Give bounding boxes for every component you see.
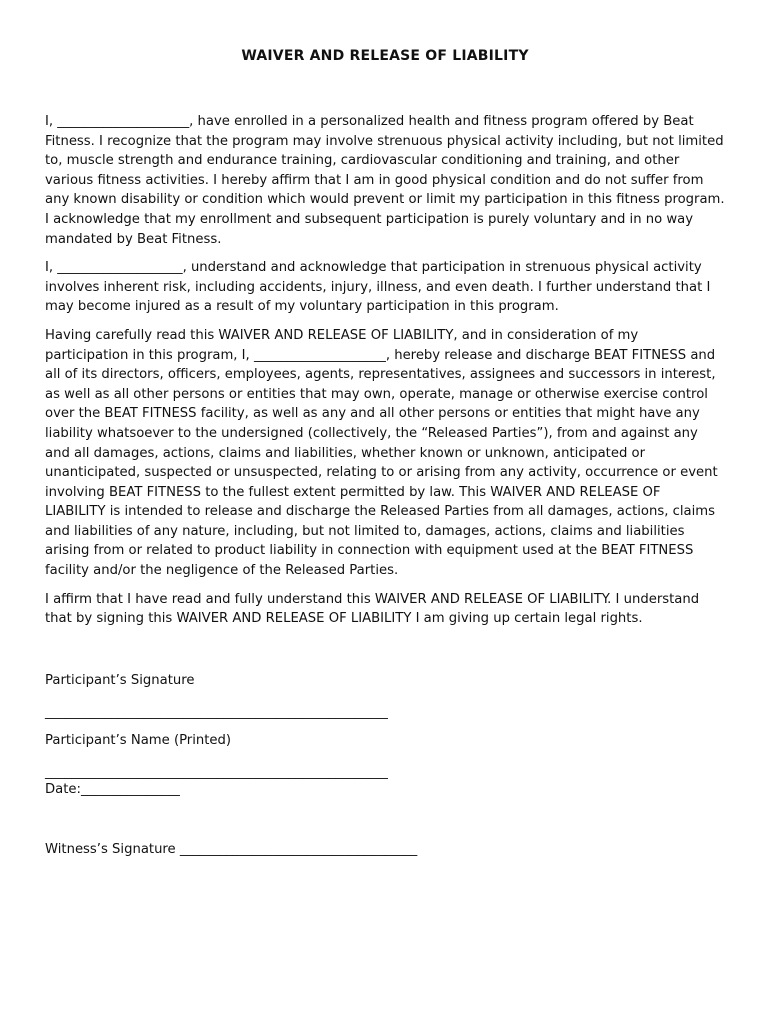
paragraph-risk-intro: I, [45,260,58,276]
date-label: Date: [45,782,81,797]
date-field [45,780,180,799]
paragraph-enrollment-intro: I, [45,114,58,129]
participant-signature-label: Participant’s Signature [45,673,195,688]
waiver-body [45,112,725,638]
witness-signature-line: ____________________________________ [179,842,418,857]
paragraph-release-text: , hereby release and discharge BEAT FITNESS and all of its directors, officers, employees, agents, representatives, assignees and successors in interest, as well as all other persons or entities that may own, operate, manage or otherwise exercise control over the BEAT FITNESS facility, as well as any and all other persons or entities that might have any liability whatsoever to the undersigned (collectively, the “Released Parties”), from and against any and all damages, actions, claims and liabilities, whether known or unknown, anticipated or unanticipated, suspected or unsuspected, relating to or arising from any activity, occurrence or event involving BEAT FITNESS to the fullest extent permitted by law. This WAIVER AND RELEASE OF LIABILITY is intended to release and discharge the Released Parties from all damages, actions, claims and liabilities of any nature, including, but not limited to, damages, actions, claims and liabilities arising from or related to product liability in connection with equipment used at the BEAT FITNESS facility and/or the negligence of the Released Parties. [45,347,718,579]
participant-name-blank-3: ____________________ [253,347,386,363]
paragraph-affirmation: I affirm that I have read and fully understand this WAIVER AND RELEASE OF LIABILITY. I understand that by signing this WAIVER AND RELEASE OF LIABILITY I am giving up certain legal rights. [45,591,700,627]
paragraph-release [45,326,725,581]
paragraph-risk [45,258,725,317]
paragraph-enrollment [45,112,725,249]
paragraph-enrollment-text: , have enrolled in a personalized health and fitness program offered by Beat Fitness. I recognize that the program may involve strenuous physical activity including, but not limited to, muscle strength and endurance training, cardiovascular conditioning and training, and other various fitness activities. I hereby affirm that I am in good physical condition and do not suffer from any known disability or condition which would prevent or limit my participation in this fitness program. I acknowledge that my enrollment and subsequent participation is purely voluntary and in no way mandated by Beat Fitness. [45,114,725,247]
witness-signature-field [45,840,417,859]
participant-signature-line: ____________________________________________________ [45,705,388,720]
document-title: WAIVER AND RELEASE OF LIABILITY [241,48,529,64]
paragraph-release-intro: Having carefully read this WAIVER AND RELEASE OF LIABILITY, and in consideration of my participation in this program, I, [45,327,639,363]
witness-signature-label: Witness’s Signature [45,842,180,857]
participant-name-line: ____________________________________________________ [45,765,388,780]
participant-name-blank-1: ____________________ [57,114,190,129]
date-line: _______________ [80,782,180,797]
paragraph-risk-text: , understand and acknowledge that participation in strenuous physical activity involves inherent risk, including accidents, injury, illness, and even death. I further understand that I may become injured as a result of my voluntary participation in this program. [45,260,711,315]
participant-name-blank-2: ___________________ [57,260,183,276]
participant-name-label: Participant’s Name (Printed) [45,733,232,748]
